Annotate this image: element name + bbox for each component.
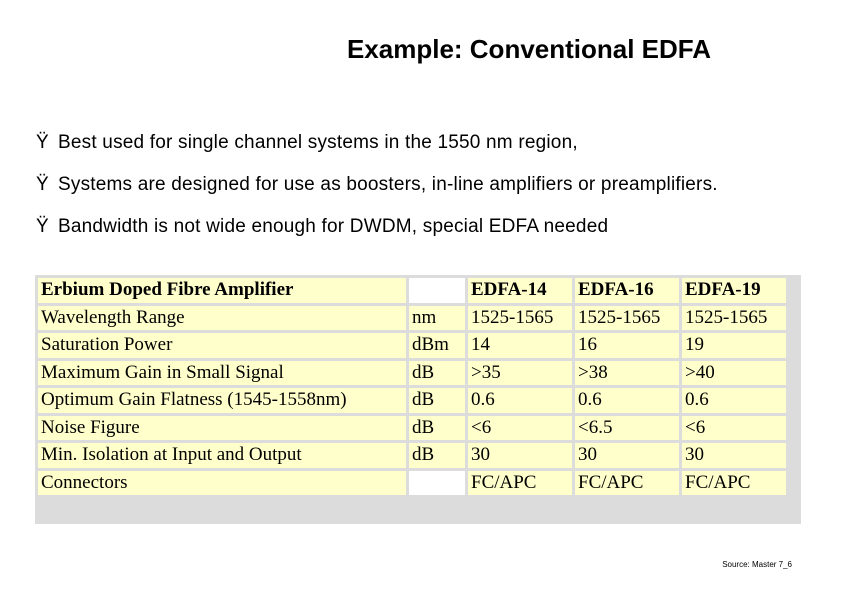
table-cell: <6.5 [575,416,679,441]
bullet-item [36,174,718,216]
table-cell: 0.6 [468,388,572,413]
table-header-cell: EDFA-16 [575,278,679,303]
table-cell: nm [409,306,465,331]
table-cell: <6 [468,416,572,441]
bullet-mark-icon: Ÿ [36,216,49,237]
table-row [38,388,786,413]
table-row [38,306,786,331]
table-cell: 1525-1565 [682,306,786,331]
table-cell: Min. Isolation at Input and Output [38,443,406,468]
table-cell: dBm [409,333,465,358]
edfa-spec-table [35,275,789,498]
table-cell: FC/APC [468,471,572,496]
bullet-text: Best used for single channel systems in the 1550 nm region, [58,132,578,153]
bullet-text: Systems are designed for use as boosters, in-line amplifiers or preamplifiers. [58,174,718,195]
table-cell: 16 [575,333,679,358]
table-cell: >40 [682,361,786,386]
table-cell: 14 [468,333,572,358]
slide-title: Example: Conventional EDFA [346,34,712,64]
table-cell: Connectors [38,471,406,496]
bullet-item [36,132,718,174]
table-cell: dB [409,443,465,468]
table-header-cell: Erbium Doped Fibre Amplifier [38,278,406,303]
table-cell: <6 [682,416,786,441]
table-cell: 30 [468,443,572,468]
table-cell [409,471,465,496]
table-cell: Saturation Power [38,333,406,358]
table-header-cell [409,278,465,303]
bullet-text: Bandwidth is not wide enough for DWDM, special EDFA needed [58,216,609,237]
table-header-row [38,278,786,303]
table-cell: 0.6 [682,388,786,413]
table-cell: 0.6 [575,388,679,413]
table-header-cell: EDFA-14 [468,278,572,303]
table-cell: >35 [468,361,572,386]
table-cell: 1525-1565 [468,306,572,331]
table-row [38,471,786,496]
bullet-item [36,216,718,258]
table-cell: Optimum Gain Flatness (1545-1558nm) [38,388,406,413]
spec-table-container [35,275,801,524]
table-cell: 30 [575,443,679,468]
bullet-mark-icon: Ÿ [36,132,49,153]
table-cell: Noise Figure [38,416,406,441]
bullet-list [36,132,718,258]
table-cell: >38 [575,361,679,386]
table-cell: Wavelength Range [38,306,406,331]
table-cell: dB [409,416,465,441]
bullet-mark-icon: Ÿ [36,174,49,195]
table-row [38,416,786,441]
source-note: Source: Master 7_6 [722,560,792,569]
table-row [38,443,786,468]
table-cell: 1525-1565 [575,306,679,331]
table-cell: FC/APC [682,471,786,496]
table-cell: FC/APC [575,471,679,496]
table-cell: 30 [682,443,786,468]
table-row [38,333,786,358]
table-cell: 19 [682,333,786,358]
table-cell: dB [409,388,465,413]
table-cell: Maximum Gain in Small Signal [38,361,406,386]
table-cell: dB [409,361,465,386]
table-row [38,361,786,386]
table-header-cell: EDFA-19 [682,278,786,303]
